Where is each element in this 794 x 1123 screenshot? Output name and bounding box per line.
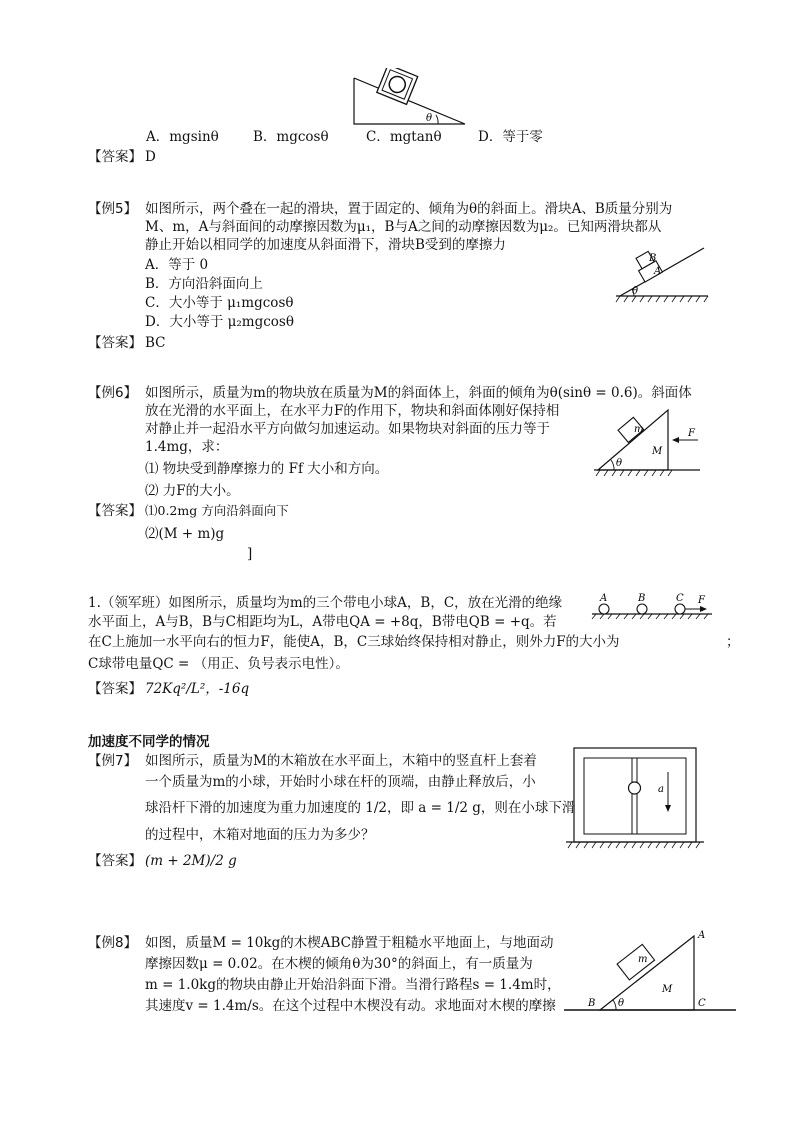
stacked-blocks-figure bbox=[612, 240, 712, 304]
problem-line: m = 1.0kg的物块由静止开始沿斜面下滑。当滑行路程s = 1.4m时， bbox=[145, 977, 561, 993]
problem-line: 其速度v = 1.4m/s。在这个过程中木楔没有动。求地面对木楔的摩擦 bbox=[145, 998, 556, 1014]
label-f: F bbox=[698, 595, 705, 606]
wedge-abc-figure bbox=[560, 926, 740, 1018]
answer-2: ⑵(M + m)g bbox=[145, 526, 225, 542]
example-tag: 【例8】 bbox=[88, 935, 138, 951]
incline-figure-top bbox=[350, 68, 470, 130]
semicolon: ； bbox=[726, 634, 740, 650]
answer-tag: 【答案】 bbox=[88, 853, 142, 869]
label-b: B bbox=[649, 253, 657, 264]
problem-line: 一个质量为m的小球，开始时小球在杆的顶端，由静止释放后，小 bbox=[145, 774, 536, 790]
option-b: B．方向沿斜面向上 bbox=[145, 276, 263, 292]
label-a: A bbox=[600, 593, 608, 604]
option-c: C．mgtanθ bbox=[366, 129, 442, 145]
label-a: A bbox=[698, 930, 706, 941]
problem-line: 如图所示，两个叠在一起的滑块，置于固定的、倾角为θ的斜面上。滑块A、B质量分别为 bbox=[145, 201, 673, 217]
problem-line: 1.4mg，求： bbox=[145, 439, 229, 455]
answer-text: BC bbox=[145, 335, 166, 351]
answer-1: ⑴0.2mg 方向沿斜面向下 bbox=[145, 503, 289, 518]
theta-label: θ bbox=[632, 286, 639, 297]
answer-text: (m + 2M)/2 g bbox=[145, 853, 237, 869]
problem-line: 如图，质量M = 10kg的木楔ABC静置于粗糙水平地面上，与地面动 bbox=[145, 935, 554, 951]
problem-line: C球带电量QC = （用正、负号表示电性）。 bbox=[88, 656, 349, 672]
example-tag: 【例6】 bbox=[88, 385, 138, 401]
label-b: B bbox=[588, 998, 596, 1009]
label-big-m: M bbox=[662, 984, 673, 995]
label-f: F bbox=[688, 428, 695, 439]
label-big-m: M bbox=[652, 446, 663, 457]
problem-line: 如图所示，质量为M的木箱放在水平面上，木箱中的竖直杆上套着 bbox=[145, 753, 537, 769]
problem-line: 静止开始以相同学的加速度从斜面滑下，滑块B受到的摩擦力 bbox=[145, 237, 506, 253]
example-tag: 【例5】 bbox=[88, 201, 138, 217]
problem-line: 在C上施加一水平向右的恒力F，能使A，B，C三球始终保持相对静止，则外力F的大小为 bbox=[88, 634, 620, 650]
problem-line: 球沿杆下滑的加速度为重力加速度的 1/2，即 a = 1/2 g，则在小球下滑 bbox=[145, 800, 576, 816]
problem-line: M、m，A与斜面间的动摩擦因数为μ₁，B与A之间的动摩擦因数为μ₂。已知两滑块都从 bbox=[145, 219, 662, 235]
problem-line: 放在光滑的水平面上，在水平力F的作用下，物块和斜面体刚好保持相 bbox=[145, 403, 560, 419]
problem-line: 对静止并一起沿水平方向做匀加速运动。如果物块对斜面的压力等于 bbox=[145, 421, 550, 437]
problem-line: 的过程中，木箱对地面的压力为多少？ bbox=[145, 827, 375, 843]
option-c: C．大小等于 μ₁mgcosθ bbox=[145, 295, 294, 311]
problem-line: 水平面上，A与B，B与C相距均为L，A带电QA = +8q，B带电QB = +q。若 bbox=[88, 614, 557, 630]
problem-line: 摩擦因数μ = 0.02。在木楔的倾角θ为30°的斜面上，有一质量为 bbox=[145, 956, 533, 972]
label-b: B bbox=[638, 593, 646, 604]
option-b: B．mgcosθ bbox=[253, 129, 329, 145]
answer-tag: 【答案】 bbox=[88, 681, 142, 697]
section-title: 加速度不同学的情况 bbox=[88, 734, 210, 750]
answer-tag: 【答案】 bbox=[88, 149, 142, 165]
theta-label: θ bbox=[618, 998, 625, 1009]
wedge-force-figure bbox=[590, 400, 710, 480]
example-tag: 【例7】 bbox=[88, 753, 138, 769]
answer-text: D bbox=[145, 149, 156, 165]
stray-bracket: ] bbox=[247, 546, 253, 562]
three-balls-figure bbox=[590, 592, 720, 620]
label-a: a bbox=[658, 784, 664, 795]
label-c: C bbox=[676, 593, 684, 604]
option-a: A．等于 0 bbox=[145, 257, 209, 273]
label-m: m bbox=[634, 424, 644, 435]
question-2: ⑵ 力F的大小。 bbox=[145, 483, 240, 499]
answer-tag: 【答案】 bbox=[88, 503, 142, 519]
answer-tag: 【答案】 bbox=[88, 335, 142, 351]
box-rod-figure bbox=[566, 744, 706, 854]
question-1: ⑴ 物块受到静摩擦力的 Ff 大小和方向。 bbox=[145, 461, 389, 477]
answer-text: 72Kq²/L²，-16q bbox=[145, 681, 250, 697]
theta-label: θ bbox=[616, 458, 623, 469]
option-d: D．大小等于 μ₂mgcosθ bbox=[145, 314, 294, 330]
option-d: D．等于零 bbox=[478, 129, 543, 145]
label-a: A bbox=[654, 266, 662, 277]
option-a: A．mgsinθ bbox=[146, 129, 219, 145]
label-c: C bbox=[698, 998, 706, 1009]
label-m: m bbox=[638, 954, 648, 965]
problem-line: 如图所示，质量为m的物块放在质量为M的斜面体上，斜面的倾角为θ(sinθ = 0.6)。斜面体 bbox=[145, 385, 692, 401]
theta-label: θ bbox=[426, 113, 433, 124]
problem-line: 1.（领军班）如图所示，质量均为m的三个带电小球A，B，C，放在光滑的绝缘 bbox=[88, 595, 563, 611]
